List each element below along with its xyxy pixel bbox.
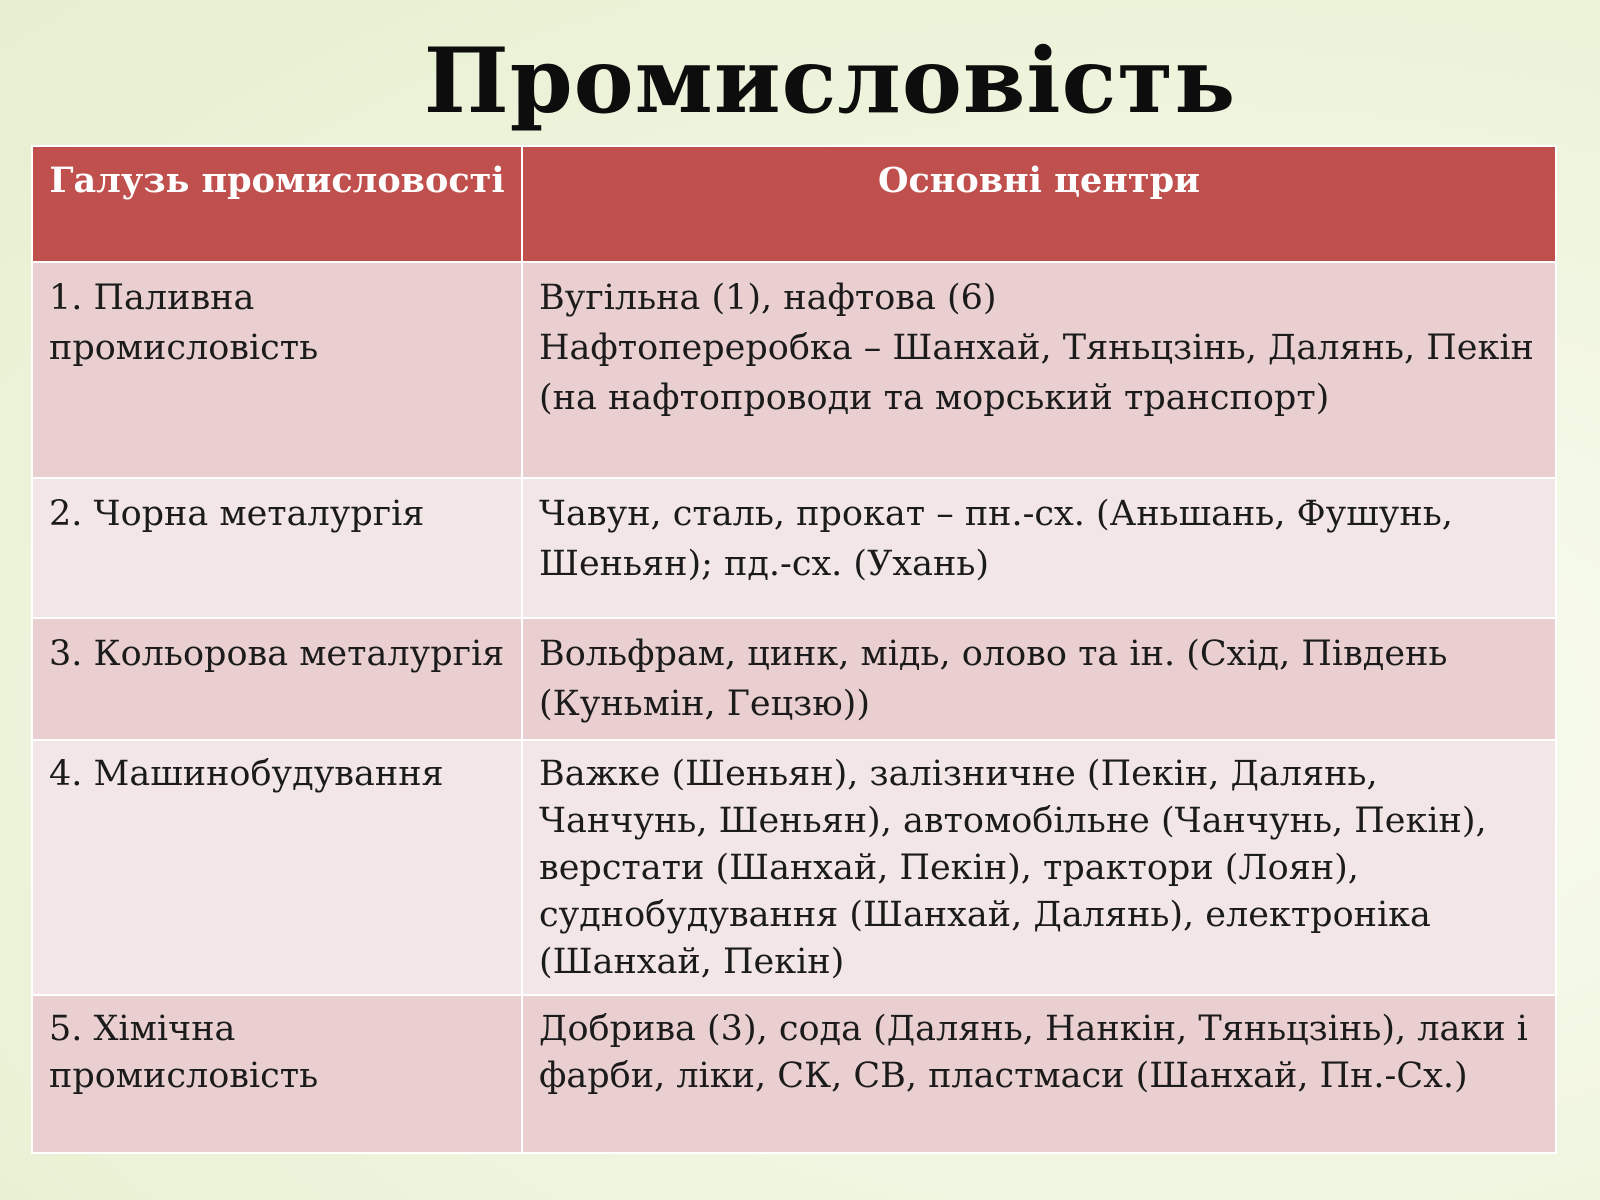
branch-cell: 3. Кольорова металургія (32, 618, 522, 740)
slide-title: Промисловість (423, 28, 1237, 134)
industry-table-container (31, 145, 1555, 1154)
centers-cell (522, 262, 1556, 478)
branch-cell: 1. Паливна промисловість (32, 262, 522, 478)
centers-cell (522, 478, 1556, 618)
table-row (32, 740, 1556, 995)
centers-line: Важке (Шеньян), залізничне (Пекін, Далянь, Чанчунь, Шеньян), автомобільне (Чанчунь, Пекін), верстати (Шанхай, Пекін), трактори (Лоян), суднобудування (Шанхай, Далянь), електроніка (Шанхай, Пекін) (539, 754, 1487, 982)
table-row (32, 995, 1556, 1153)
centers-line: Вугільна (1), нафтова (6) (539, 278, 997, 318)
branch-cell: 2. Чорна металургія (32, 478, 522, 618)
centers-line: Чавун, сталь, прокат – пн.-сх. (Аньшань, Фушунь, Шеньян); пд.-сх. (Ухань) (539, 494, 1453, 584)
table-row (32, 618, 1556, 740)
table-body (32, 262, 1556, 1153)
table-header (32, 146, 1556, 262)
header-row (32, 146, 1556, 262)
centers-cell (522, 740, 1556, 995)
centers-line: Вольфрам, цинк, мідь, олово та ін. (Схід, Південь (Куньмін, Гецзю)) (539, 634, 1448, 724)
header-branch: Галузь промисловості (32, 146, 522, 262)
centers-cell (522, 995, 1556, 1153)
header-centers: Основні центри (522, 146, 1556, 262)
table-row (32, 478, 1556, 618)
branch-cell: 5. Хімічна промисловість (32, 995, 522, 1153)
table-row (32, 262, 1556, 478)
centers-line: Нафтопереробка – Шанхай, Тяньцзінь, Далянь, Пекін (на нафтопроводи та морський транспорт) (539, 328, 1534, 418)
centers-cell (522, 618, 1556, 740)
centers-line: Добрива (3), сода (Далянь, Нанкін, Тяньцзінь), лаки і фарби, ліки, СК, СВ, пластмаси (Шанхай, Пн.-Сх.) (539, 1009, 1528, 1096)
industry-table (31, 145, 1557, 1154)
branch-cell: 4. Машинобудування (32, 740, 522, 995)
